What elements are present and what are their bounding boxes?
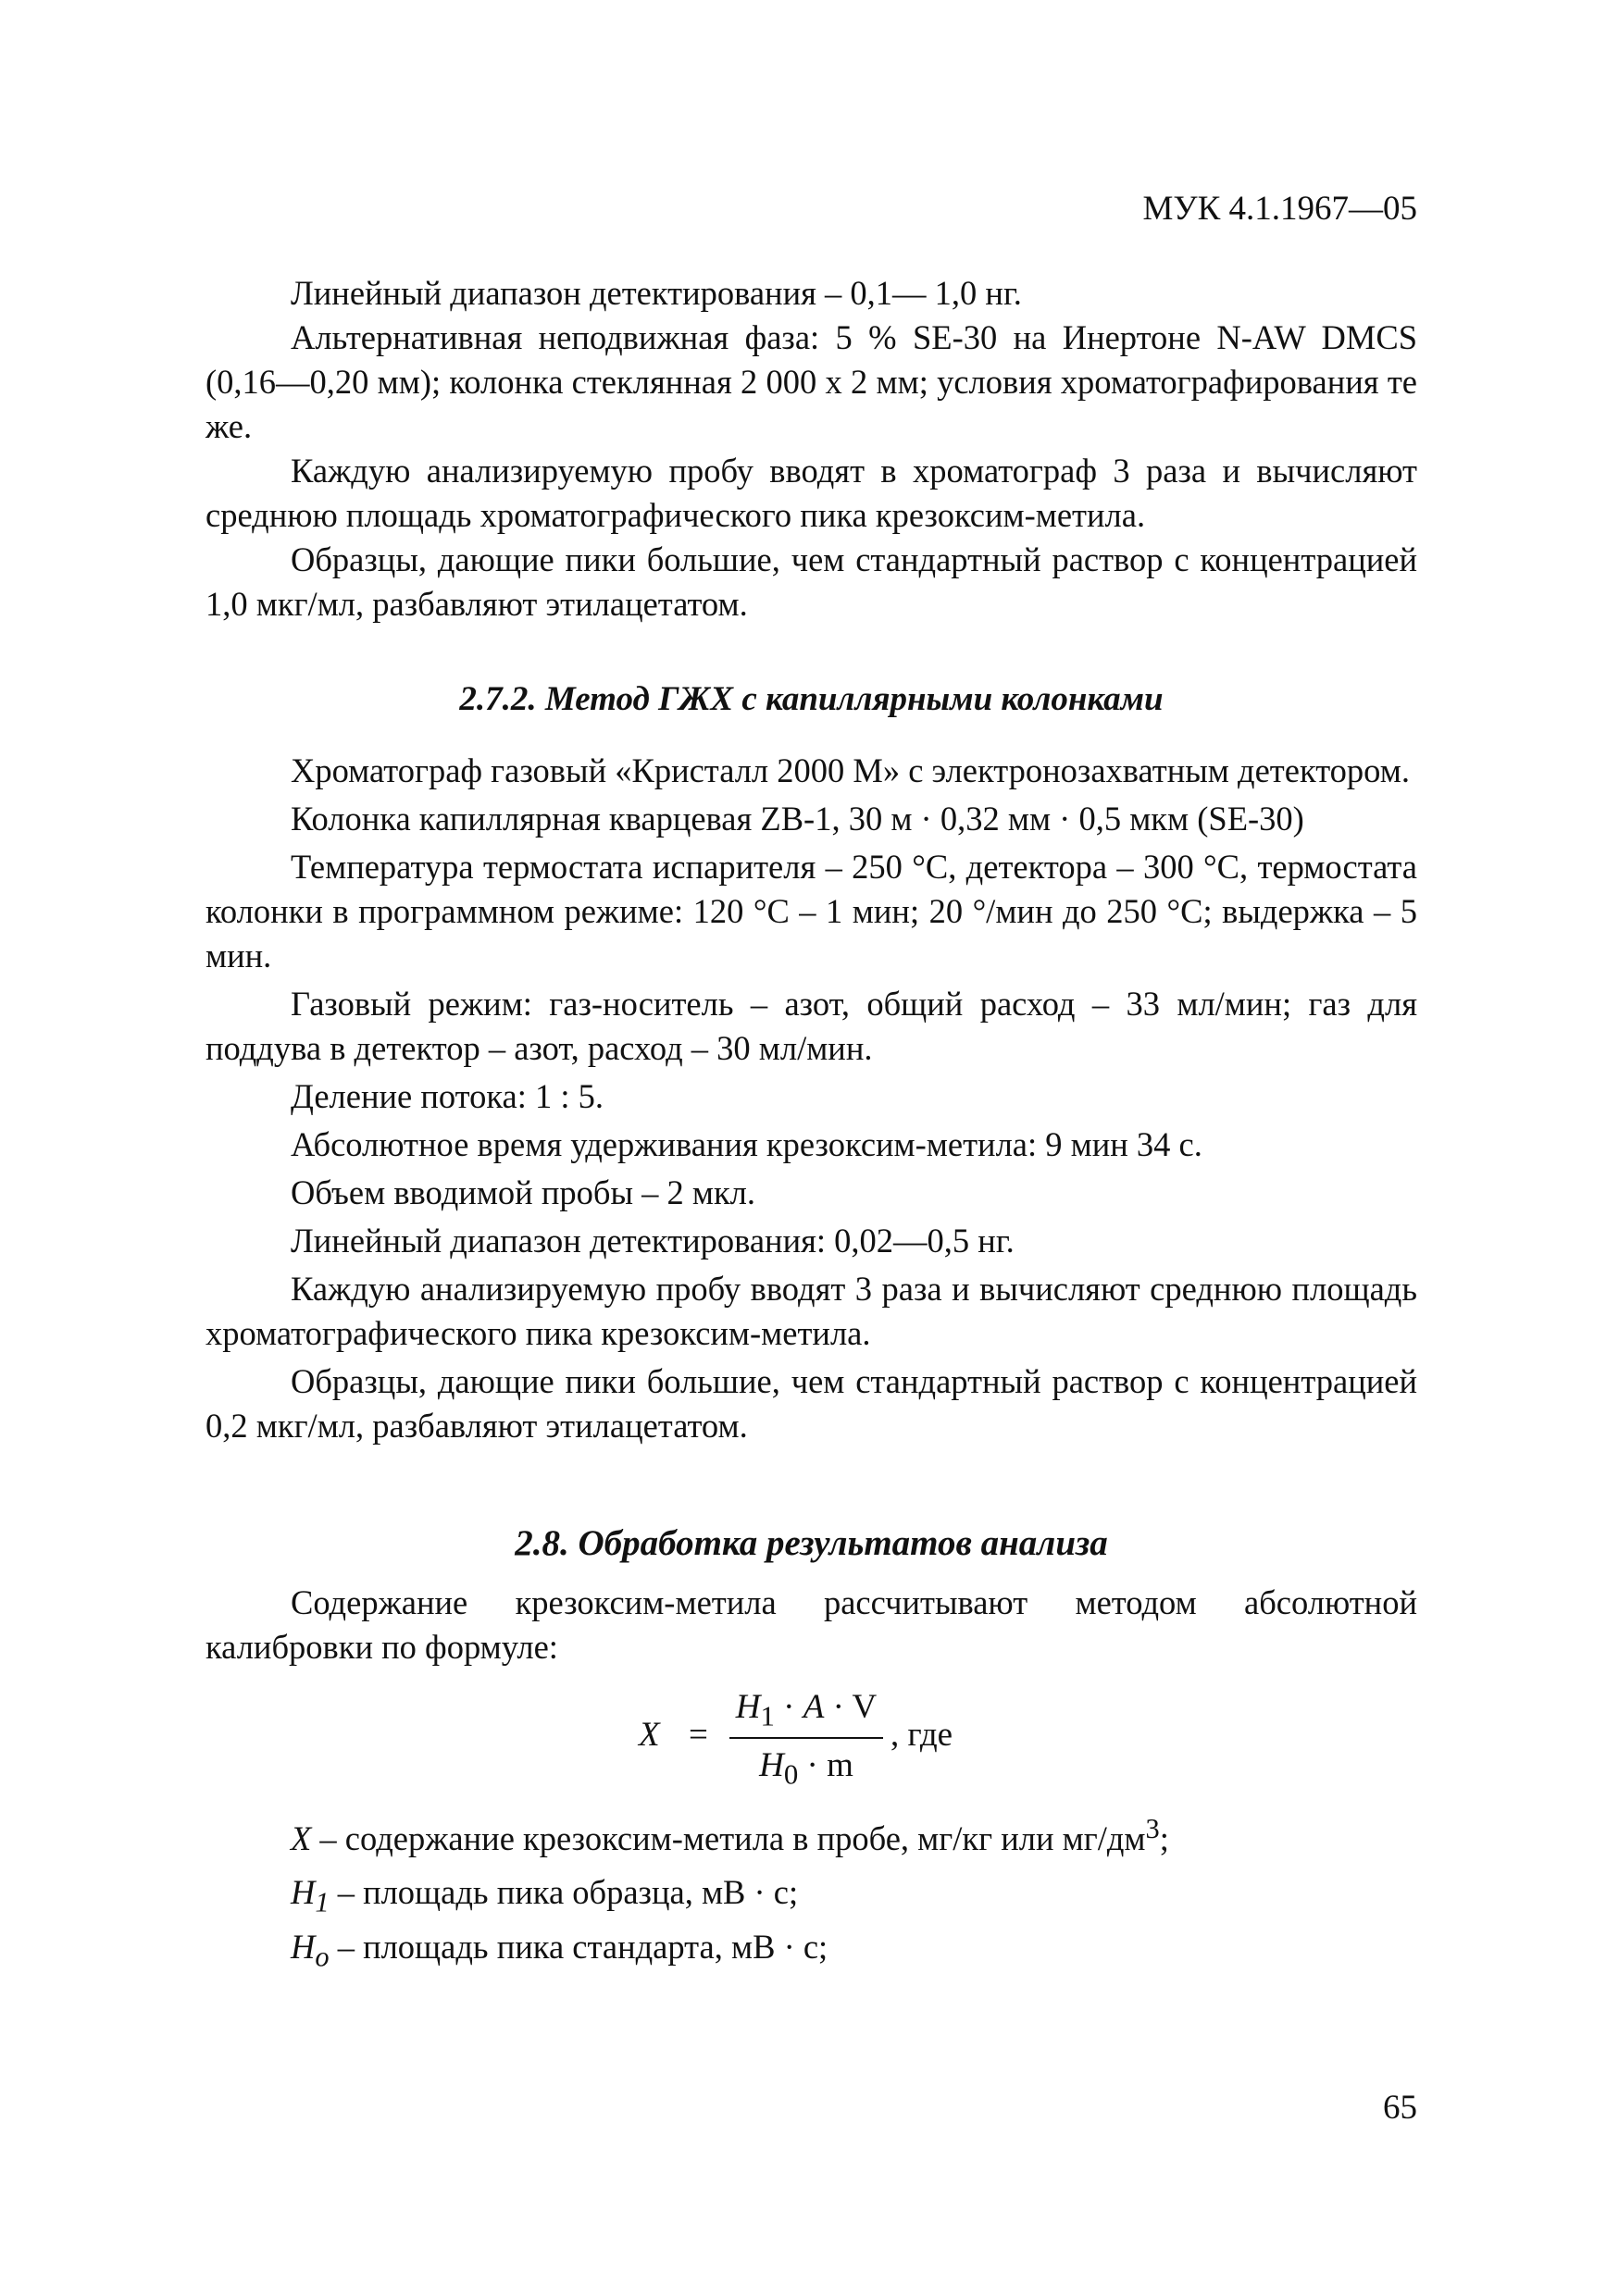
variable-definition: $H_1$ – площадь пика образца, мВ · с; bbox=[291, 1873, 799, 1918]
formula-lhs: X bbox=[639, 1716, 660, 1754]
variable-definition: X – содержание крезоксим-метила в пробе, мг/кг или $мг/дм^3$; bbox=[291, 1813, 1169, 1858]
formula-numerator: $H_1 \cdot A \cdot V$ bbox=[735, 1688, 878, 1732]
paragraph: Деление потока: 1 : 5. bbox=[291, 1077, 604, 1115]
paragraph: Каждую анализируемую пробу вводят в хроматограф 3 раза и вычисляют среднюю площадь хроматографического пика крезоксим-метила. bbox=[205, 452, 1417, 534]
paragraph: Объем вводимой пробы – 2 мкл. bbox=[291, 1173, 756, 1211]
paragraph: Образцы, дающие пики большие, чем стандартный раствор с концентрацией 0,2 мкг/мл, разбавляют этилацетатом. bbox=[205, 1362, 1417, 1445]
paragraph: Альтернативная неподвижная фаза: 5 % SE-30 на Инертоне N-AW DMCS (0,16—0,20 мм); колонка стеклянная 2 000 х 2 мм; условия хроматографирования те же. bbox=[205, 318, 1417, 445]
paragraph: Образцы, дающие пики большие, чем стандартный раствор с концентрацией 1,0 мкг/мл, разбавляют этилацетатом. bbox=[205, 540, 1417, 623]
text-block-3 bbox=[205, 1581, 1417, 1669]
paragraph: Линейный диапазон детектирования: 0,02—0,5 нг. bbox=[291, 1222, 1015, 1260]
formula-denominator: $H_0 \cdot m$ bbox=[759, 1746, 853, 1791]
text-block-1 bbox=[205, 271, 1417, 627]
paragraph: Хроматограф газовый «Кристалл 2000 М» с электронозахватным детектором. bbox=[291, 751, 1410, 789]
fraction-bar bbox=[729, 1737, 883, 1739]
paragraph: Колонка капиллярная кварцевая ZB-1, 30 м · 0,32 мм · 0,5 мкм (SE-30) bbox=[291, 800, 1304, 838]
paragraph: Линейный диапазон детектирования – 0,1— 1,0 нг. bbox=[291, 274, 1022, 312]
variable-definitions bbox=[205, 1806, 1417, 1979]
formula-fraction bbox=[729, 1687, 883, 1793]
document-code: МУК 4.1.1967—05 bbox=[1142, 190, 1417, 228]
formula-tail: , где bbox=[890, 1716, 953, 1754]
subsection-heading: 2.7.2. Метод ГЖХ с капиллярными колонками bbox=[459, 680, 1164, 718]
paragraph: Каждую анализируемую пробу вводят 3 раза и вычисляют среднюю площадь хроматографического пика крезоксим-метила. bbox=[205, 1270, 1417, 1352]
paragraph: Абсолютное время удерживания крезоксим-метила: 9 мин 34 с. bbox=[291, 1125, 1202, 1163]
variable-definition: $H_o$ – площадь пика стандарта, мВ · с; bbox=[291, 1927, 828, 1973]
paragraph: Газовый режим: газ-носитель – азот, общий расход – 33 мл/мин; газ для поддува в детектор – азот, расход – 30 мл/мин. bbox=[205, 985, 1417, 1067]
text-block-2 bbox=[205, 749, 1417, 1452]
section-heading: 2.8. Обработка результатов анализа bbox=[515, 1523, 1108, 1563]
paragraph: Содержание крезоксим-метила рассчитывают методом абсолютной калибровки по формуле: bbox=[205, 1583, 1417, 1666]
formula-equals: = bbox=[689, 1716, 708, 1754]
paragraph: Температура термостата испарителя – 250 °С, детектора – 300 °С, термостата колонки в программном режиме: 120 °С – 1 мин; 20 °/мин до 250 °С; выдержка – 5 мин. bbox=[205, 848, 1417, 974]
page-number: 65 bbox=[1383, 2089, 1417, 2127]
